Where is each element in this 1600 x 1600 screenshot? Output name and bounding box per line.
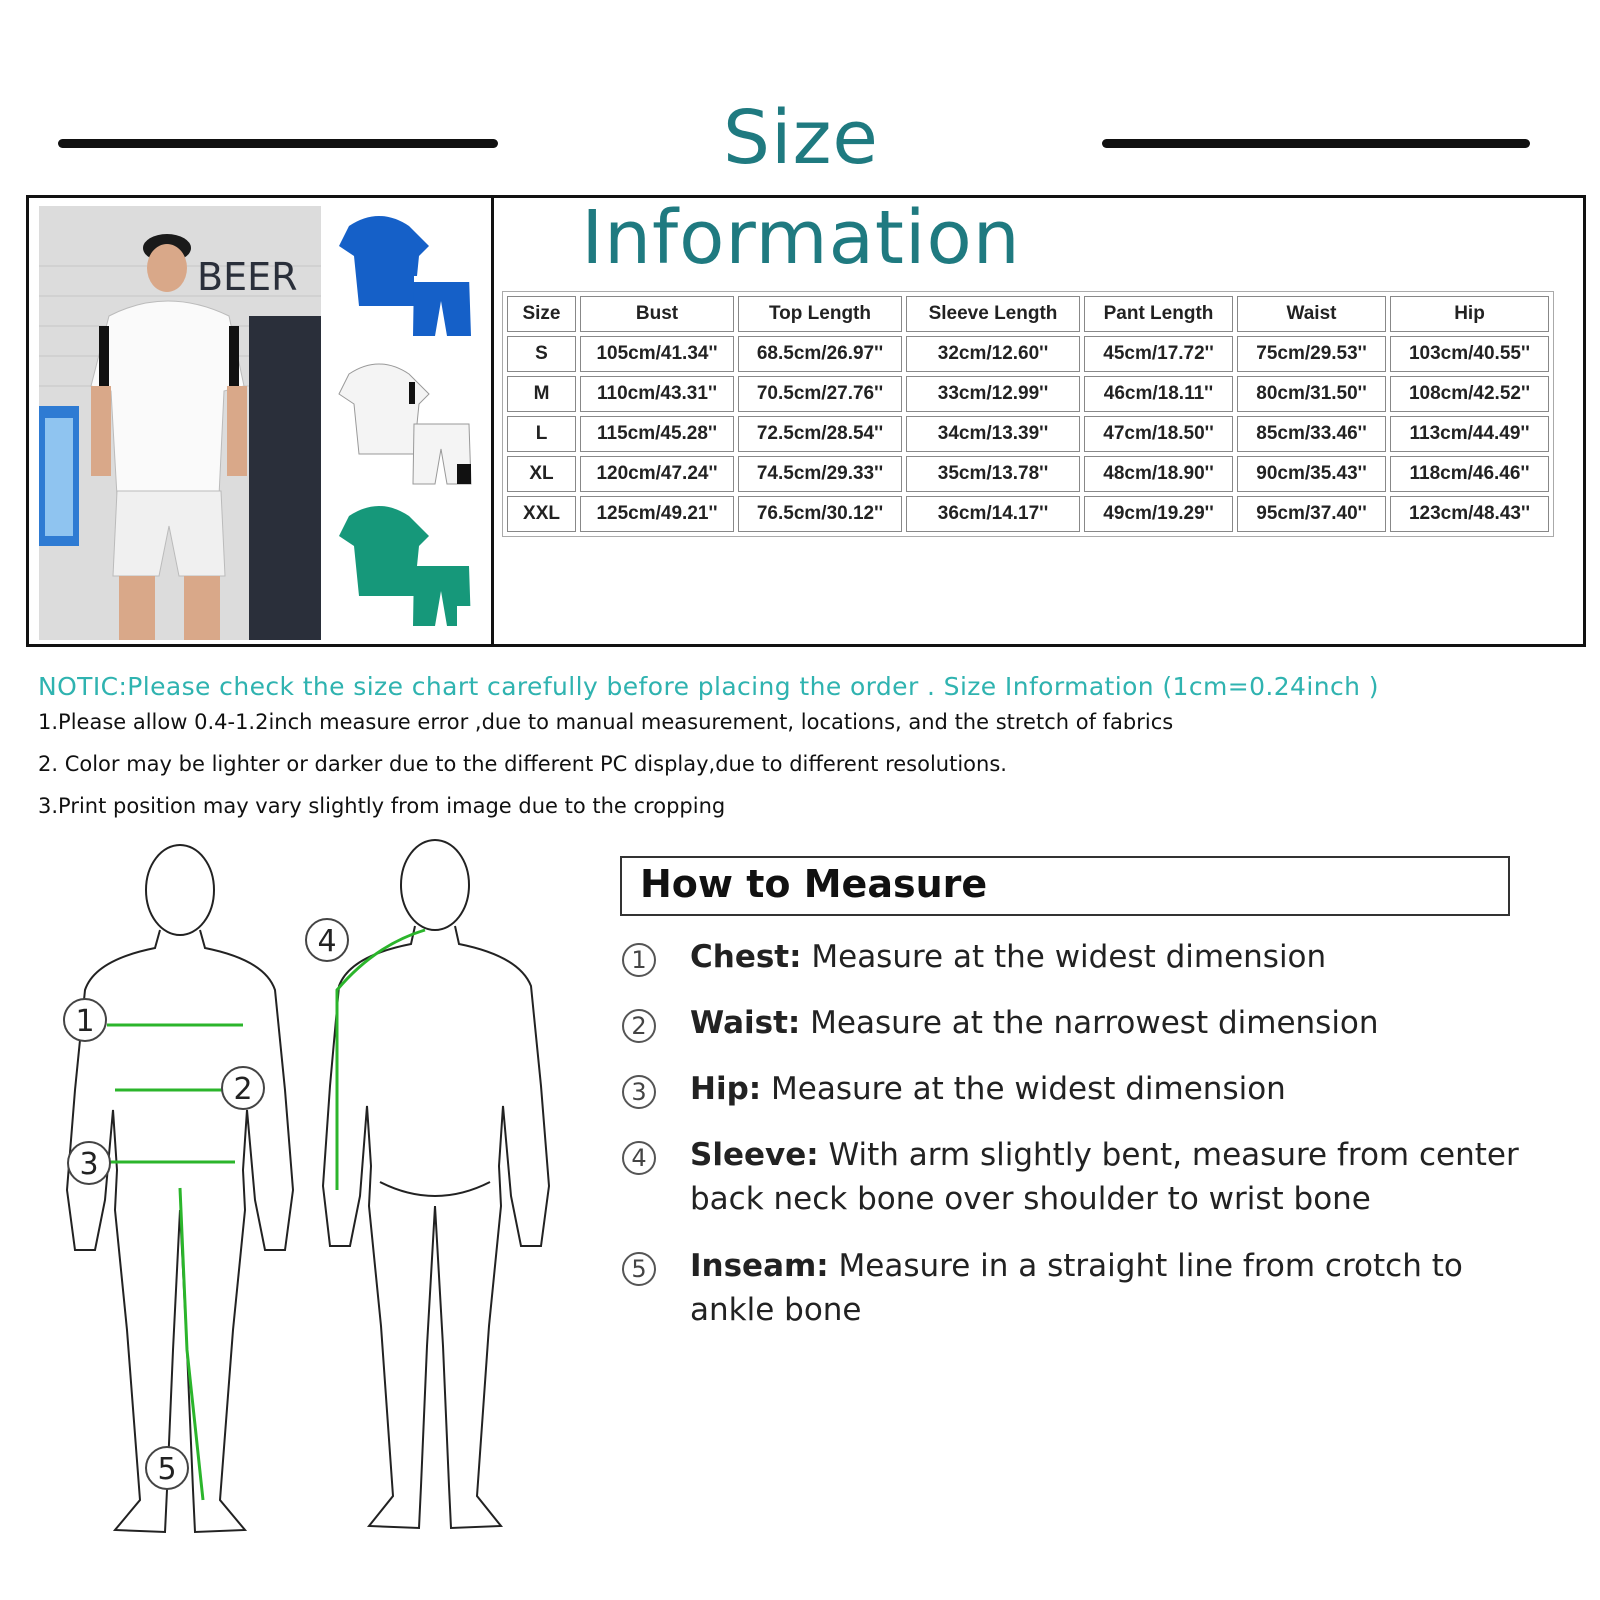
waist-cell: 80cm/31.50'' xyxy=(1237,376,1386,412)
bust-cell: 125cm/49.21'' xyxy=(580,496,734,532)
how-to-measure-header xyxy=(620,856,1510,916)
top-length-cell: 74.5cm/29.33'' xyxy=(738,456,902,492)
size-cell: XXL xyxy=(507,496,576,532)
measure-desc: Measure in a straight line from crotch to ankle bone xyxy=(690,1248,1463,1328)
header-bust: Bust xyxy=(580,296,734,332)
hip-cell: 123cm/48.43'' xyxy=(1390,496,1549,532)
bust-cell: 105cm/41.34'' xyxy=(580,336,734,372)
waist-cell: 75cm/29.53'' xyxy=(1237,336,1386,372)
measure-term: Sleeve: xyxy=(690,1137,819,1173)
model-photo-illustration xyxy=(39,206,321,640)
measure-desc: Measure at the widest dimension xyxy=(761,1071,1286,1107)
measure-text xyxy=(690,1001,1520,1045)
marker-1: 1 xyxy=(75,1004,95,1039)
green-outfit-icon xyxy=(329,496,484,634)
measure-term: Inseam: xyxy=(690,1248,829,1284)
body-measurement-diagram xyxy=(55,830,575,1550)
marker-2: 2 xyxy=(233,1072,253,1107)
measure-desc: With arm slightly bent, measure from center back neck bone over shoulder to wrist bone xyxy=(690,1137,1519,1217)
table-row xyxy=(507,416,1549,452)
size-cell: XL xyxy=(507,456,576,492)
body-outline-illustration xyxy=(55,830,575,1550)
top-length-cell: 76.5cm/30.12'' xyxy=(738,496,902,532)
bust-cell: 120cm/47.24'' xyxy=(580,456,734,492)
size-chart-table xyxy=(502,291,1554,537)
pant-length-cell: 45cm/17.72'' xyxy=(1084,336,1233,372)
measure-desc: Measure at the widest dimension xyxy=(801,939,1327,975)
sleeve-length-cell: 34cm/13.39'' xyxy=(906,416,1080,452)
bust-cell: 115cm/45.28'' xyxy=(580,416,734,452)
step-number-5: 5 xyxy=(622,1252,656,1286)
notice-title: NOTIC:Please check the size chart carefully before placing the order . Size Information (1cm=0.24inch ) xyxy=(38,672,1379,701)
title-rule-right xyxy=(1102,139,1530,148)
waist-cell: 90cm/35.43'' xyxy=(1237,456,1386,492)
page-title: Size Information xyxy=(581,95,1021,281)
model-photo xyxy=(39,206,321,640)
hip-cell: 113cm/44.49'' xyxy=(1390,416,1549,452)
pant-length-cell: 46cm/18.11'' xyxy=(1084,376,1233,412)
bust-cell: 110cm/43.31'' xyxy=(580,376,734,412)
step-number-4: 4 xyxy=(622,1141,656,1175)
table-row xyxy=(507,376,1549,412)
table-header-row xyxy=(507,296,1549,332)
step-number-2: 2 xyxy=(622,1009,656,1043)
header-top-length: Top Length xyxy=(738,296,902,332)
size-cell: M xyxy=(507,376,576,412)
marker-3: 3 xyxy=(79,1147,99,1182)
hip-cell: 103cm/40.55'' xyxy=(1390,336,1549,372)
marker-5: 5 xyxy=(157,1452,177,1487)
waist-cell: 85cm/33.46'' xyxy=(1237,416,1386,452)
measure-text xyxy=(690,1244,1520,1332)
pant-length-cell: 49cm/19.29'' xyxy=(1084,496,1233,532)
swatch-white xyxy=(329,354,484,492)
measure-text xyxy=(690,935,1520,979)
marker-4: 4 xyxy=(317,924,337,959)
header-pant-length: Pant Length xyxy=(1084,296,1233,332)
header-hip: Hip xyxy=(1390,296,1549,332)
top-length-cell: 70.5cm/27.76'' xyxy=(738,376,902,412)
measure-text xyxy=(690,1133,1520,1221)
notice-line-1: 1.Please allow 0.4-1.2inch measure error ,due to manual measurement, locations, and the stretch of fabrics xyxy=(38,710,1174,734)
notice-line-3: 3.Print position may vary slightly from image due to the cropping xyxy=(38,794,726,818)
pant-length-cell: 48cm/18.90'' xyxy=(1084,456,1233,492)
waist-cell: 95cm/37.40'' xyxy=(1237,496,1386,532)
wall-sign: BEER xyxy=(197,255,298,299)
photo-panel xyxy=(29,198,494,644)
table-row xyxy=(507,456,1549,492)
measure-text xyxy=(690,1067,1520,1111)
measure-desc: Measure at the narrowest dimension xyxy=(800,1005,1379,1041)
how-to-measure-title: How to Measure xyxy=(640,862,988,906)
product-box xyxy=(26,195,1586,647)
color-swatches xyxy=(329,206,484,640)
measure-term: Waist: xyxy=(690,1005,801,1041)
sleeve-length-cell: 36cm/14.17'' xyxy=(906,496,1080,532)
size-cell: L xyxy=(507,416,576,452)
sleeve-length-cell: 35cm/13.78'' xyxy=(906,456,1080,492)
measure-term: Hip: xyxy=(690,1071,762,1107)
measure-term: Chest: xyxy=(690,939,802,975)
table-row xyxy=(507,496,1549,532)
hip-cell: 118cm/46.46'' xyxy=(1390,456,1549,492)
top-length-cell: 68.5cm/26.97'' xyxy=(738,336,902,372)
blue-outfit-icon xyxy=(329,206,484,344)
sleeve-length-cell: 33cm/12.99'' xyxy=(906,376,1080,412)
top-length-cell: 72.5cm/28.54'' xyxy=(738,416,902,452)
header-size: Size xyxy=(507,296,576,332)
notice-line-2: 2. Color may be lighter or darker due to the different PC display,due to different resolutions. xyxy=(38,752,1007,776)
sleeve-length-cell: 32cm/12.60'' xyxy=(906,336,1080,372)
header-waist: Waist xyxy=(1237,296,1386,332)
white-outfit-icon xyxy=(329,354,484,492)
table-row xyxy=(507,336,1549,372)
step-number-3: 3 xyxy=(622,1075,656,1109)
title-rule-left xyxy=(58,139,498,148)
hip-cell: 108cm/42.52'' xyxy=(1390,376,1549,412)
header-sleeve-length: Sleeve Length xyxy=(906,296,1080,332)
size-cell: S xyxy=(507,336,576,372)
swatch-blue xyxy=(329,206,484,344)
swatch-green xyxy=(329,496,484,634)
step-number-1: 1 xyxy=(622,943,656,977)
pant-length-cell: 47cm/18.50'' xyxy=(1084,416,1233,452)
